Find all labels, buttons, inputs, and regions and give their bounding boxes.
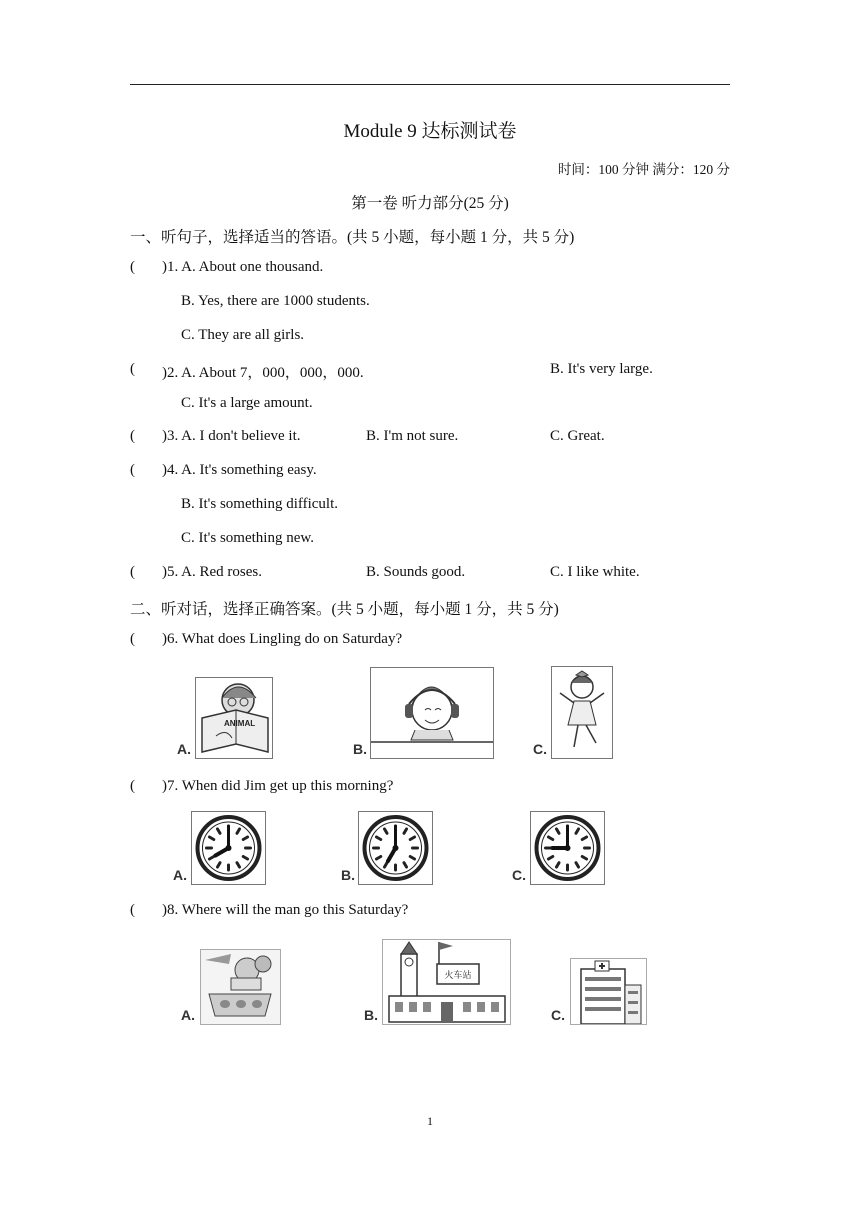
q2-option-b: B. It's very large. — [550, 361, 653, 377]
q5-paren: ( — [130, 564, 135, 580]
hospital-picture — [570, 958, 647, 1025]
q4-option-b: B. It's something difficult. — [181, 496, 339, 512]
q8-label-b: B. — [364, 1007, 378, 1023]
q1-paren: ( — [130, 259, 135, 275]
q3-stem: )3. A. I don't believe it. — [162, 428, 301, 444]
q2-stem: )2. A. About 7，000，000，000. — [162, 365, 364, 381]
q5-option-c: C. I like white. — [550, 564, 640, 580]
q8-label-a: A. — [181, 1007, 195, 1023]
q8-stem: )8. Where will the man go this Saturday? — [162, 902, 409, 918]
q7-paren: ( — [130, 778, 135, 794]
q5-option-b: B. Sounds good. — [366, 564, 466, 580]
park-picture — [200, 949, 281, 1025]
train-station-picture — [382, 939, 511, 1025]
time-score-info: 时间：100 分钟 满分：120 分 — [557, 162, 730, 177]
q8-label-c: C. — [551, 1007, 565, 1023]
q1-option-b: B. Yes, there are 1000 students. — [181, 293, 370, 309]
q7-label-b: B. — [341, 867, 355, 883]
clock-center — [226, 845, 232, 851]
clock-center — [565, 845, 571, 851]
q5-stem: )5. A. Red roses. — [162, 564, 262, 580]
q2-paren: ( — [130, 361, 135, 377]
q6-label-c: C. — [533, 741, 547, 757]
section1-heading: 一、听句子，选择适当的答语。(共 5 小题，每小题 1 分，共 5 分) — [130, 229, 575, 246]
station-sign-text: 火车站 — [444, 971, 472, 981]
q1-option-c: C. They are all girls. — [181, 327, 305, 343]
q4-stem: )4. A. It's something easy. — [162, 462, 317, 478]
q7-label-a: A. — [173, 867, 187, 883]
q6-paren: ( — [130, 631, 135, 647]
clock-c-picture — [530, 811, 605, 885]
page-title: Module 9 达标测试卷 — [343, 121, 517, 142]
section2-heading: 二、听对话，选择正确答案。(共 5 小题，每小题 1 分，共 5 分) — [130, 601, 559, 618]
reading-book-picture — [195, 677, 273, 759]
q7-stem: )7. When did Jim get up this morning? — [162, 778, 394, 794]
clock-a-picture — [191, 811, 266, 885]
q3-paren: ( — [130, 428, 135, 444]
top-rule — [130, 84, 730, 85]
q8-paren: ( — [130, 902, 135, 918]
q4-option-c: C. It's something new. — [181, 530, 314, 546]
book-text: ANIMAL — [224, 719, 256, 728]
page-number: 1 — [427, 1114, 433, 1128]
dancing-girl-picture — [551, 666, 613, 759]
q1-stem: )1. A. About one thousand. — [162, 259, 324, 275]
q7-label-c: C. — [512, 867, 526, 883]
listening-music-picture — [370, 667, 494, 759]
q4-paren: ( — [130, 462, 135, 478]
clock-b-picture — [358, 811, 433, 885]
q6-stem: )6. What does Lingling do on Saturday? — [162, 631, 403, 647]
q6-label-a: A. — [177, 741, 191, 757]
q3-option-c: C. Great. — [550, 428, 605, 444]
q6-label-b: B. — [353, 741, 367, 757]
volume-heading: 第一卷 听力部分(25 分) — [351, 195, 509, 212]
q2-option-c: C. It's a large amount. — [181, 395, 313, 411]
q3-option-b: B. I'm not sure. — [366, 428, 459, 444]
clock-center — [393, 845, 399, 851]
